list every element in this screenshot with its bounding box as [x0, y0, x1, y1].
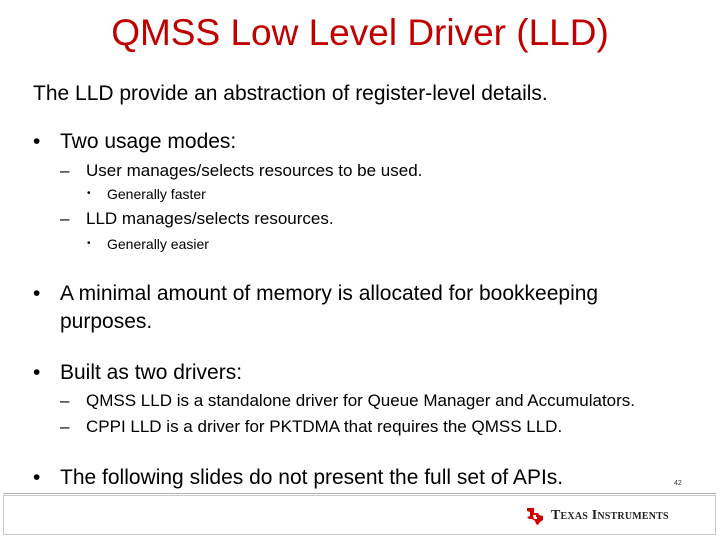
texas-state-icon — [525, 506, 545, 526]
dash-marker: – — [60, 209, 70, 228]
bullet-memory — [33, 280, 673, 336]
bullet-text: The following slides do not present the full set of APIs. — [60, 466, 564, 489]
sub-bullet-text: QMSS LLD is a standalone driver for Queue Manager and Accumulators. — [86, 391, 636, 410]
bullet-marker: • — [87, 188, 91, 199]
bullet-marker: • — [87, 238, 91, 249]
logo-text: Texas Instruments — [551, 508, 669, 523]
bullet-marker: • — [33, 130, 41, 153]
bullet-marker: • — [33, 282, 41, 305]
bullet-text-line-2: purposes. — [60, 310, 153, 333]
bullet-text: Two usage modes: — [60, 130, 237, 153]
bullet-text-line-1: A minimal amount of memory is allocated for bookkeeping — [60, 282, 599, 305]
sub-bullet-text: LLD manages/selects resources. — [86, 209, 334, 228]
dash-marker: – — [60, 417, 70, 436]
detail-text: Generally easier — [107, 236, 209, 252]
sub-bullet-text: CPPI LLD is a driver for PKTDMA that requires the QMSS LLD. — [86, 417, 563, 436]
texas-instruments-logo — [525, 506, 669, 526]
page-number: 42 — [674, 480, 682, 487]
footer-divider — [3, 493, 716, 494]
sub-bullet-text: User manages/selects resources to be used. — [86, 161, 423, 180]
bullet-marker: • — [33, 361, 41, 384]
dash-marker: – — [60, 161, 70, 180]
slide-title: QMSS Low Level Driver (LLD) — [111, 12, 609, 53]
bullet-text: Built as two drivers: — [60, 361, 243, 384]
detail-text: Generally faster — [107, 186, 206, 202]
bullet-marker: • — [33, 466, 41, 489]
dash-marker: – — [60, 391, 70, 410]
intro-text: The LLD provide an abstraction of register-level details. — [33, 82, 548, 105]
